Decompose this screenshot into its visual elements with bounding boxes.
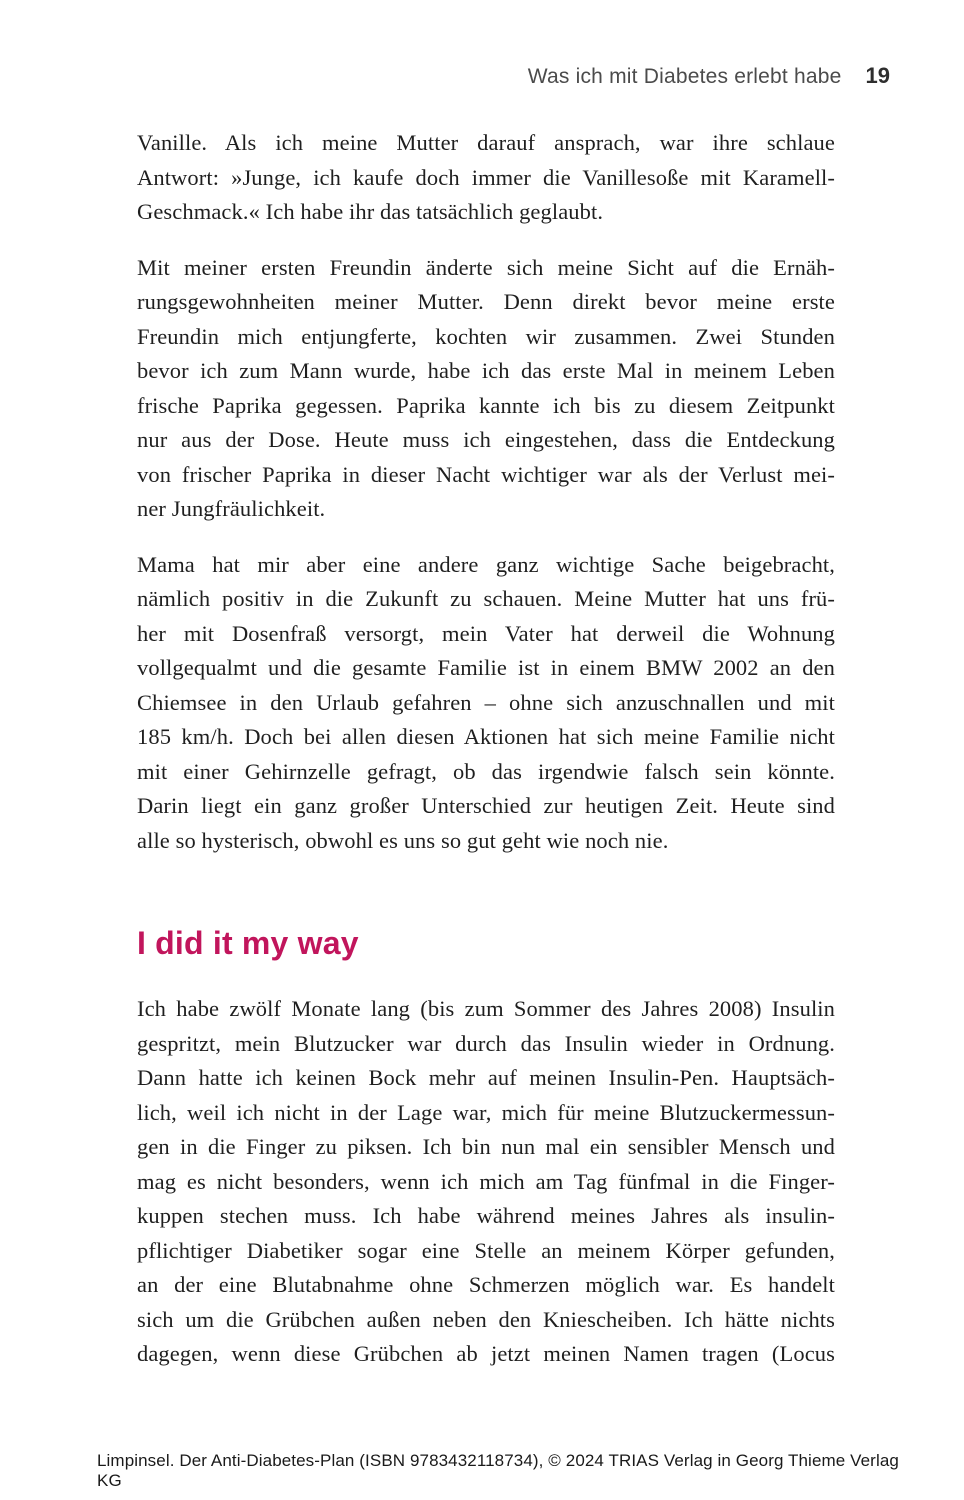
text-line: mit einer Gehirnzelle gefragt, ob das irgendwie falsch sein könnte. (137, 758, 835, 784)
copyright-footer: Limpinsel. Der Anti-Diabetes-Plan (ISBN 9783432118734), © 2024 TRIAS Verlag in Georg Thieme Verlag KG (97, 1451, 899, 1490)
text-line: alle so hysterisch, obwohl es uns so gut geht wie noch nie. (137, 827, 669, 853)
text-line: lich, weil ich nicht in der Lage war, mich für meine Blutzuckermessun- (137, 1099, 835, 1125)
text-line: pflichtiger Diabetiker sogar eine Stelle an meinem Körper gefunden, (137, 1237, 835, 1263)
text-line: Mit meiner ersten Freundin änderte sich meine Sicht auf die Ernäh- (137, 254, 835, 280)
text-line: Freundin mich entjungferte, kochten wir zusammen. Zwei Stunden (137, 323, 835, 349)
text-line: Vanille. Als ich meine Mutter darauf ansprach, war ihre schlaue (137, 130, 835, 155)
text-line: ner Jungfräulichkeit. (137, 496, 326, 521)
text-line: sich um die Grübchen außen neben den Kniescheiben. Ich hätte nichts (137, 1306, 835, 1332)
text-line: Darin liegt ein ganz großer Unterschied zur heutigen Zeit. Heute sind (137, 793, 835, 818)
paragraph-erste-freundin (137, 251, 835, 527)
paragraph-vanille (137, 126, 835, 230)
text-line: gespritzt, mein Blutzucker war durch das Insulin wieder in Ordnung. (137, 1030, 835, 1056)
text-line: nämlich positiv in die Zukunft zu schauen. Meine Mutter hat uns frü- (137, 586, 835, 611)
text-line: Geschmack.« Ich habe ihr das tatsächlich geglaubt. (137, 199, 604, 224)
text-line: nur aus der Dose. Heute muss ich eingestehen, dass die Entdeckung (137, 427, 835, 452)
text-line: rungsgewohnheiten meiner Mutter. Denn direkt bevor meine erste (137, 289, 835, 314)
text-line: frische Paprika gegessen. Paprika kannte ich bis zu diesem Zeitpunkt (137, 392, 835, 418)
text-line: Antwort: »Junge, ich kaufe doch immer die Vanillesoße mit Karamell- (137, 164, 835, 190)
text-line: bevor ich zum Mann wurde, habe ich das erste Mal in meinem Leben (137, 358, 835, 383)
paragraph-insulin (137, 992, 835, 1372)
text-line: vollgequalmt und die gesamte Familie ist in einem BMW 2002 an den (137, 655, 835, 680)
text-line: an der eine Blutabnahme ohne Schmerzen möglich war. Es handelt (137, 1272, 835, 1297)
text-line: 185 km/h. Doch bei allen diesen Aktionen hat sich meine Familie nicht (137, 724, 835, 749)
text-column (137, 126, 835, 1393)
text-line: kuppen stechen muss. Ich habe während meines Jahres als insulin- (137, 1203, 835, 1228)
text-line: von frischer Paprika in dieser Nacht wichtiger war als der Verlust mei- (137, 461, 835, 487)
text-line: mag es nicht besonders, wenn ich mich am Tag fünfmal in die Finger- (137, 1168, 835, 1194)
paragraph-mama (137, 548, 835, 859)
text-line: Mama hat mir aber eine andere ganz wichtige Sache beigebracht, (137, 551, 835, 577)
section-heading: I did it my way (137, 925, 359, 961)
text-line: gen in die Finger zu piksen. Ich bin nun mal ein sensibler Mensch und (137, 1134, 835, 1159)
running-header (528, 63, 890, 89)
text-line: dagegen, wenn diese Grübchen ab jetzt meinen Namen tragen (Locus (137, 1341, 835, 1366)
text-line: her mit Dosenfraß versorgt, mein Vater hat derweil die Wohnung (137, 620, 835, 646)
running-head-title: Was ich mit Diabetes erlebt habe (527, 65, 842, 88)
page-number: 19 (865, 63, 890, 88)
text-line: Chiemsee in den Urlaub gefahren – ohne sich anzuschnallen und mit (137, 689, 835, 715)
text-line: Dann hatte ich keinen Bock mehr auf meinen Insulin-Pen. Hauptsäch- (137, 1065, 835, 1090)
text-line: Ich habe zwölf Monate lang (bis zum Sommer des Jahres 2008) Insulin (137, 996, 835, 1021)
